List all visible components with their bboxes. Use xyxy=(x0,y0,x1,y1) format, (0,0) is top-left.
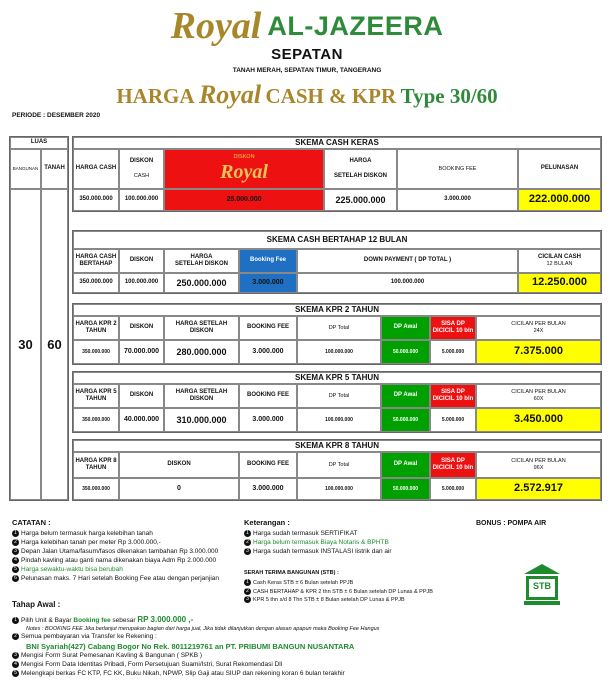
cash-keras-title: SKEMA CASH KERAS xyxy=(73,137,601,149)
k5-dp-awal-header: DP Awal xyxy=(381,384,430,408)
keterangan-section xyxy=(244,518,474,557)
periode: PERIODE : DESEMBER 2020 xyxy=(12,112,101,119)
k5-sisa-value: 5.000.000 xyxy=(430,408,476,432)
k2-dp-value: 100.000.000 xyxy=(297,340,381,364)
bt-harga-setelah-header: HARGA SETELAH DISKON xyxy=(164,249,239,273)
k8-harga-header: HARGA KPR 8 TAHUN xyxy=(73,452,119,478)
k8-diskon-value: 0 xyxy=(119,478,239,500)
bt-diskon-header: DISKON xyxy=(119,249,164,273)
cash-keras-table xyxy=(72,136,602,212)
k2-booking-header: BOOKING FEE xyxy=(239,316,297,340)
luas-tanah-value: 60 xyxy=(41,189,68,500)
location-title: SEPATAN xyxy=(271,46,343,63)
k2-harga-header: HARGA KPR 2 TAHUN xyxy=(73,316,119,340)
catatan-title: CATATAN : xyxy=(12,518,51,527)
stb-title: SERAH TERIMA BANGUNAN (STB) : xyxy=(244,570,339,576)
catatan-item: 2 Harga kelebihan tanah per meter Rp 3.000.000,- xyxy=(12,539,242,548)
cash-bertahap-table xyxy=(72,230,602,294)
k2-dpawal-value: 50.000.000 xyxy=(381,340,430,364)
royal-logo-text: Royal xyxy=(170,5,262,47)
catatan-item: 3 Depan Jalan Utama/fasum/fasos dikenakan tambahan Rp 3.000.000 xyxy=(12,548,242,557)
k2-sisa-header: SISA DP DICICIL 10 bln xyxy=(430,316,476,340)
tahap-notes: Notes : BOOKING FEE Jika berlanjut merupakan bagian dari harga jual, Jika tidak dilanjutkan dengan alasan apapun maka Booking Fee Hangus xyxy=(26,625,380,632)
catatan-section xyxy=(12,518,242,584)
k8-sisa-value: 5.000.000 xyxy=(430,478,476,500)
k2-dp-awal-header: DP Awal xyxy=(381,316,430,340)
k5-dp-value: 100.000.000 xyxy=(297,408,381,432)
k5-harga-setelah-header: HARGA SETELAH DISKON xyxy=(164,384,239,408)
k8-cicilan-header: CICILAN PER BULAN 96X xyxy=(476,452,601,478)
k5-diskon-value: 40.000.000 xyxy=(119,408,164,432)
ck-royal-value: 25.000.000 xyxy=(164,189,324,211)
k2-diskon-value: 70.000.000 xyxy=(119,340,164,364)
ck-pelunasan-header: PELUNASAN xyxy=(518,149,601,189)
bonus: BONUS : POMPA AIR xyxy=(476,520,547,527)
catatan-item: 1 Harga belum termasuk harga kelebihan tanah xyxy=(12,530,242,539)
ck-booking-value: 3.000.000 xyxy=(397,189,518,211)
bt-harga-header: HARGA CASH BERTAHAP xyxy=(73,249,119,273)
ck-diskon-header: DISKON CASH xyxy=(119,149,164,189)
k2-harga-setelah-header: HARGA SETELAH DISKON xyxy=(164,316,239,340)
keterangan-item: 1 Harga sudah termasuk SERTIFIKAT xyxy=(244,530,474,539)
catatan-item: 5 Harga sewaktu-waktu bisa berubah xyxy=(12,566,242,575)
brand-name: AL-JAZEERA xyxy=(267,10,444,41)
luas-panel xyxy=(9,136,69,501)
stb-logo-text: STB xyxy=(533,581,551,591)
k5-cicilan-value: 3.450.000 xyxy=(476,408,601,432)
k5-setelah-value: 310.000.000 xyxy=(164,408,239,432)
k2-dp-total-header: DP Total xyxy=(297,316,381,340)
bertahap-title: SKEMA CASH BERTAHAP 12 BULAN xyxy=(73,231,601,249)
bt-cicilan-header: CICILAN CASH 12 BULAN xyxy=(518,249,601,273)
kpr8-title: SKEMA KPR 8 TAHUN xyxy=(73,440,601,452)
ck-royal-diskon-header: DISKON Royal xyxy=(164,149,324,189)
ck-harga-cash-header: HARGA CASH xyxy=(73,149,119,189)
catatan-item: 4 Pindah kavling atau ganti nama dikenakan biaya Adm Rp 2.000.000 xyxy=(12,557,242,566)
address: TANAH MERAH, SEPATAN TIMUR, TANGERANG xyxy=(232,67,382,74)
k2-cicilan-value: 7.375.000 xyxy=(476,340,601,364)
bt-setelah-value: 250.000.000 xyxy=(164,273,239,293)
kpr5-table xyxy=(72,371,602,433)
keterangan-item: 2 Harga belum termasuk Biaya Notaris & BPHTB xyxy=(244,539,474,548)
k5-diskon-header: DISKON xyxy=(119,384,164,408)
tahap-section xyxy=(12,600,602,679)
bt-dp-header: DOWN PAYMENT ( DP TOTAL ) xyxy=(297,249,518,273)
luas-tanah-label: TANAH xyxy=(41,149,68,189)
k2-booking-value: 3.000.000 xyxy=(239,340,297,364)
bt-dp-value: 100.000.000 xyxy=(297,273,518,293)
kpr2-table xyxy=(72,303,602,365)
luas-title: LUAS xyxy=(10,137,68,149)
stb-item: 2 CASH BERTAHAP & KPR 2 thn STB ± 6 Bulan setelah DP Lunas & PPJB xyxy=(244,588,504,596)
keterangan-title: Keterangan : xyxy=(244,518,290,527)
tahap-step-4: 4 Mengisi Form Data Identitas Pribadi, Form Persetujuan Suami/Istri, Surat Rekomendasi Dll xyxy=(12,661,602,670)
bt-diskon-value: 100.000.000 xyxy=(119,273,164,293)
k5-dp-total-header: DP Total xyxy=(297,384,381,408)
kpr8-table xyxy=(72,439,602,501)
k5-sisa-header: SISA DP DICICIL 10 bln xyxy=(430,384,476,408)
brand-title xyxy=(0,4,614,48)
k2-sisa-value: 5.000.000 xyxy=(430,340,476,364)
tahap-step-5: 5 Melengkapi berkas FC KTP, FC KK, Buku Nikah, NPWP, Slip Gaji atau SIUP dan rekening koran 6 bulan terakhir xyxy=(12,670,602,679)
k8-booking-value: 3.000.000 xyxy=(239,478,297,500)
stb-item: 3 KPR 5 thn s/d 8 Thn STB ± 8 Bulan setelah DP Lunas & PPJB xyxy=(244,596,504,604)
ck-harga-value: 350.000.000 xyxy=(73,189,119,211)
k8-cicilan-value: 2.572.917 xyxy=(476,478,601,500)
tahap-step-3: 3 Mengisi Form Surat Pemesanan Kavling & Bangunan ( SPKB ) xyxy=(12,652,602,661)
bt-harga-value: 350.000.000 xyxy=(73,273,119,293)
k2-setelah-value: 280.000.000 xyxy=(164,340,239,364)
tahap-step-2: 2 Semua pembayaran via Transfer ke Rekening : xyxy=(12,633,602,642)
luas-bangunan-value: 30 xyxy=(10,189,41,500)
luas-bangunan-label: BANGUNAN xyxy=(10,149,41,189)
bank-account: BNI Syariah(427) Cabang Bogor No Rek. 8011219761 an PT. PRIBUMI BANGUN NUSANTARA xyxy=(26,642,355,651)
k8-dp-total-header: DP Total xyxy=(297,452,381,478)
bt-cicilan-value: 12.250.000 xyxy=(518,273,601,293)
k8-harga-value: 350.000.000 xyxy=(73,478,119,500)
ck-harga-setelah-header: HARGA SETELAH DISKON xyxy=(324,149,397,189)
k8-diskon-header: DISKON xyxy=(119,452,239,478)
ck-pelunasan-value: 222.000.000 xyxy=(518,189,601,211)
k8-dp-value: 100.000.000 xyxy=(297,478,381,500)
bt-booking-header: Booking Fee xyxy=(239,249,297,273)
tahap-step-1: 1 Pilih Unit & Bayar Booking fee sebesar RP 3.000.000 ,- xyxy=(12,615,602,626)
keterangan-item: 3 Harga sudah termasuk INSTALASI listrik dan air xyxy=(244,548,474,557)
price-heading: HARGA Royal CASH & KPR Type 30/60 xyxy=(116,80,498,109)
k5-cicilan-header: CICILAN PER BULAN 60X xyxy=(476,384,601,408)
k8-dp-awal-header: DP Awal xyxy=(381,452,430,478)
k2-harga-value: 350.000.000 xyxy=(73,340,119,364)
k8-sisa-header: SISA DP DICICIL 10 bln xyxy=(430,452,476,478)
k5-harga-header: HARGA KPR 5 TAHUN xyxy=(73,384,119,408)
k2-cicilan-header: CICILAN PER BULAN 24X xyxy=(476,316,601,340)
bt-booking-value: 3.000.000 xyxy=(239,273,297,293)
ck-setelah-value: 225.000.000 xyxy=(324,189,397,211)
k8-dpawal-value: 50.000.000 xyxy=(381,478,430,500)
k5-booking-header: BOOKING FEE xyxy=(239,384,297,408)
kpr2-title: SKEMA KPR 2 TAHUN xyxy=(73,304,601,316)
tahap-title: Tahap Awal : xyxy=(12,600,61,609)
kpr5-title: SKEMA KPR 5 TAHUN xyxy=(73,372,601,384)
ck-booking-header: BOOKING FEE xyxy=(397,149,518,189)
catatan-item: 6 Pelunasan maks. 7 Hari setelah Booking Fee atau dengan perjanjian xyxy=(12,575,242,584)
ck-diskon-value: 100.000.000 xyxy=(119,189,164,211)
k2-diskon-header: DISKON xyxy=(119,316,164,340)
k5-booking-value: 3.000.000 xyxy=(239,408,297,432)
k8-booking-header: BOOKING FEE xyxy=(239,452,297,478)
k5-dpawal-value: 50.000.000 xyxy=(381,408,430,432)
k5-harga-value: 350.000.000 xyxy=(73,408,119,432)
stb-item: 1 Cash Keras STB ± 6 Bulan setelah PPJB xyxy=(244,579,504,587)
